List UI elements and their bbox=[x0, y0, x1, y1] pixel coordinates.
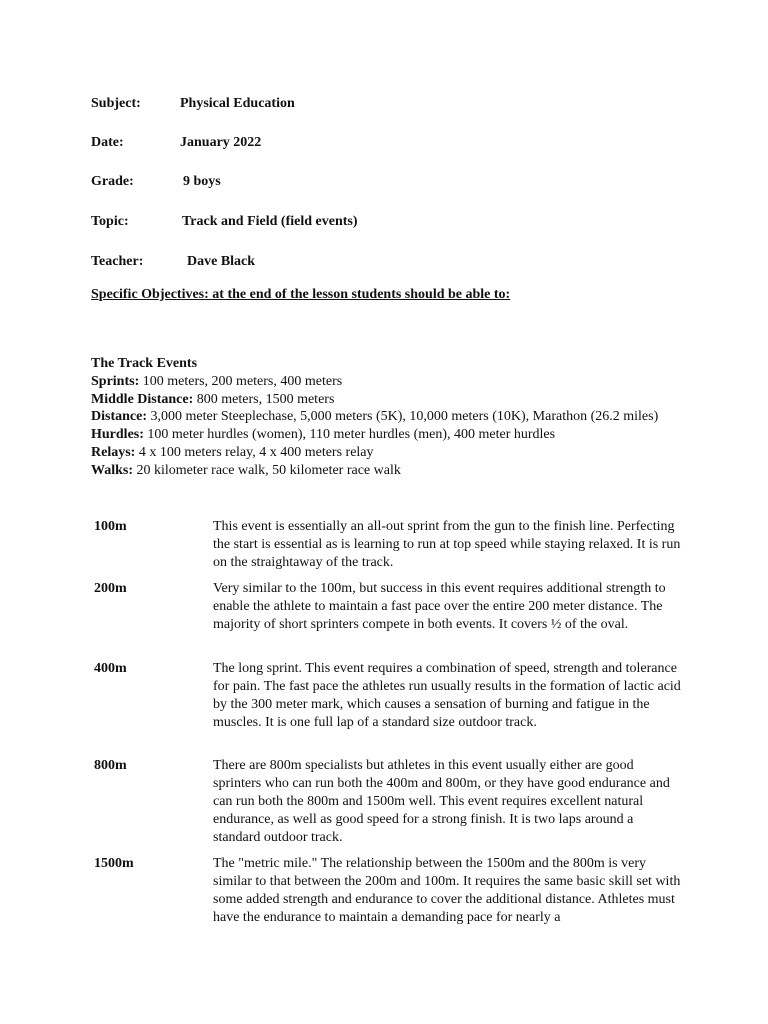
track-events-title: The Track Events bbox=[91, 356, 198, 371]
middle-distance-text: 800 meters, 1500 meters bbox=[193, 391, 335, 407]
sprints-text: 100 meters, 200 meters, 400 meters bbox=[139, 373, 343, 389]
middle-distance-label: Middle Distance: bbox=[91, 391, 194, 407]
event-name: 1500m bbox=[94, 856, 134, 871]
relays-text: 4 x 100 meters relay, 4 x 400 meters relay bbox=[135, 444, 374, 460]
track-events-section bbox=[91, 355, 688, 480]
distance-label: Distance: bbox=[91, 409, 147, 425]
event-row-200m bbox=[94, 580, 688, 660]
date-row bbox=[91, 134, 262, 152]
teacher-label: Teacher: bbox=[91, 254, 144, 269]
event-description: The long sprint. This event requires a combination of speed, strength and tolerance for pain. The fast pace the athletes run usually results in the formation of lactic acid by the 300 meter mark, which causes a sensation of burning and fatigue in the muscles. It is one full lap of a standard size outdoor track. bbox=[213, 661, 681, 730]
relays-label: Relays: bbox=[91, 444, 136, 460]
distance-line bbox=[91, 408, 688, 426]
hurdles-text: 100 meter hurdles (women), 110 meter hurdles (men), 400 meter hurdles bbox=[143, 427, 556, 443]
topic-row bbox=[91, 213, 358, 231]
grade-value: 9 boys bbox=[183, 174, 221, 189]
walks-line bbox=[91, 462, 688, 480]
event-row-1500m bbox=[94, 855, 688, 927]
subject-value: Physical Education bbox=[180, 96, 295, 111]
sprints-line bbox=[91, 373, 688, 391]
event-row-100m bbox=[94, 518, 688, 580]
topic-value: Track and Field (field events) bbox=[182, 214, 358, 229]
sprints-label: Sprints: bbox=[91, 373, 140, 389]
date-value: January 2022 bbox=[180, 135, 262, 150]
hurdles-label: Hurdles: bbox=[91, 427, 144, 443]
teacher-row bbox=[91, 253, 256, 271]
walks-text: 20 kilometer race walk, 50 kilometer race walk bbox=[133, 462, 401, 478]
event-description: The "metric mile." The relationship between the 1500m and the 800m is very similar to that between the 200m and 100m. It requires the same basic skill set with some added strength and endurance to cover the additional distance. Athletes must have the endurance to maintain a demanding pace for nearly a bbox=[213, 856, 681, 925]
subject-row bbox=[91, 95, 295, 113]
event-row-400m bbox=[94, 660, 688, 757]
event-description: Very similar to the 100m, but success in this event requires additional strength to enable the athlete to maintain a fast pace over the entire 200 meter distance. The majority of short sprinters compete in both events. It covers ½ of the oval. bbox=[213, 581, 666, 632]
teacher-value: Dave Black bbox=[187, 254, 256, 269]
relays-line bbox=[91, 444, 688, 462]
hurdles-line bbox=[91, 426, 688, 444]
objectives-heading: Specific Objectives: at the end of the lesson students should be able to: bbox=[91, 287, 511, 302]
walks-label: Walks: bbox=[91, 462, 134, 478]
event-name: 200m bbox=[94, 581, 127, 596]
middle-distance-line bbox=[91, 391, 688, 409]
event-name: 100m bbox=[94, 519, 127, 534]
event-name: 800m bbox=[94, 758, 127, 773]
grade-row bbox=[91, 173, 221, 191]
events-table bbox=[94, 518, 688, 927]
event-name: 400m bbox=[94, 661, 127, 676]
date-label: Date: bbox=[91, 135, 124, 150]
distance-text: 3,000 meter Steeplechase, 5,000 meters (5K), 10,000 meters (10K), Marathon (26.2 miles) bbox=[147, 409, 659, 425]
event-row-800m bbox=[94, 757, 688, 855]
event-description: There are 800m specialists but athletes in this event usually either are good sprinters who can run both the 400m and 800m, or they have good endurance and can run both the 800m and 1500m well. This event requires excellent natural endurance, as well as good speed for a strong finish. It is two laps around a standard outdoor track. bbox=[213, 758, 670, 845]
topic-label: Topic: bbox=[91, 214, 129, 229]
grade-label: Grade: bbox=[91, 174, 134, 189]
subject-label: Subject: bbox=[91, 96, 141, 111]
event-description: This event is essentially an all-out sprint from the gun to the finish line. Perfecting the start is essential as is learning to run at top speed while staying relaxed. It is run on the straightaway of the track. bbox=[213, 519, 681, 570]
